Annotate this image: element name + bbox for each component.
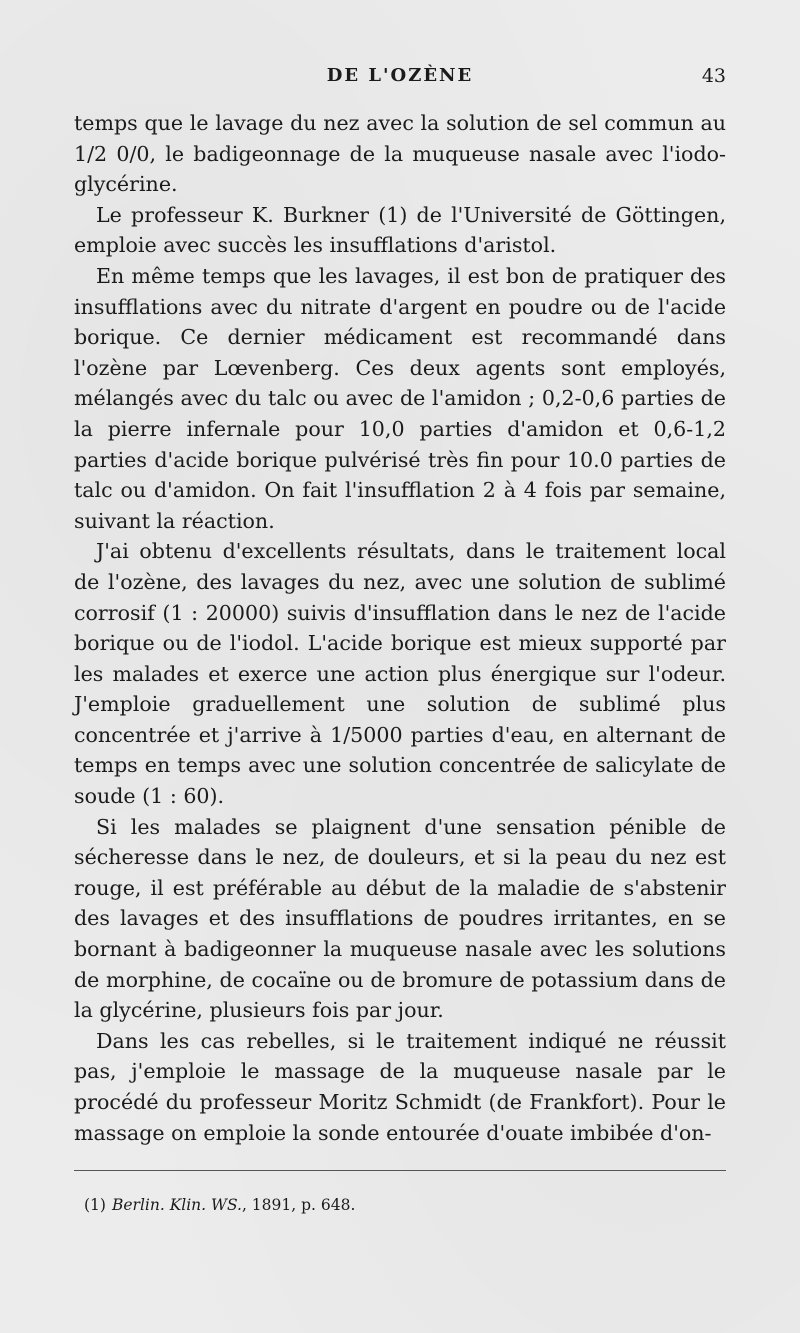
paragraph-continued: temps que le lavage du nez avec la solution de sel commun au 1/2 0/0, le badigeonnage de la muqueuse nasale avec l'iodo-glycérine. [74,111,726,197]
body-text [74,108,726,1148]
paragraph-dryness: Si les malades se plaignent d'une sensation pénible de sécheresse dans le nez, de douleurs, et si la peau du nez est rouge, il est préférable au début de la maladie de s'abstenir des lavages et des insufflations de poudres irritantes, en se bornant à badigeonner la muqueuse nasale avec les solutions de morphine, de cocaïne ou de bromure de potassium dans de la glycérine, plusieurs fois par jour. [74,814,726,1023]
paragraph-massage: Dans les cas rebelles, si le traitement indiqué ne réussit pas, j'emploie le massage de la muqueuse nasale par le procédé du professeur Moritz Schmidt (de Frankfort). Pour le massage on emploie la sonde entourée d'ouate imbibée d'on- [74,1028,726,1145]
running-head [74,62,726,90]
page-number: 43 [701,65,726,87]
footnote [84,1194,724,1216]
running-title: DE L'OZÈNE [326,65,474,86]
footnote-source: Berlin. Klin. WS. [111,1196,242,1214]
paragraph-results: J'ai obtenu d'excellents résultats, dans le traitement local de l'ozène, des lavages du nez, avec une solution de sublimé corrosif (1 : 20000) suivis d'insufflation dans le nez de l'acide borique ou de l'iodol. L'acide borique est mieux supporté par les malades et exerce une action plus énergique sur l'odeur. J'emploie graduellement une solution de sublimé plus concentrée et j'arrive à 1/5000 parties d'eau, en alternant de temps en temps avec une solution concentrée de salicylate de soude (1 : 60). [74,539,726,809]
paragraph-burkner: Le professeur K. Burkner (1) de l'Université de Göttingen, emploie avec succès les insufflations d'aristol. [74,202,726,258]
footnote-number: (1) [84,1196,106,1214]
footnote-divider [74,1170,726,1171]
paragraph-insufflations: En même temps que les lavages, il est bon de pratiquer des insufflations avec du nitrate d'argent en poudre ou de l'acide borique. Ce dernier médicament est recommandé dans l'ozène par Lœvenberg. Ces deux agents sont employés, mélangés avec du talc ou avec de l'amidon ; 0,2-0,6 parties de la pierre infernale pour 10,0 parties d'amidon et 0,6-1,2 parties d'acide borique pulvérisé très fin pour 10.0 parties de talc ou d'amidon. On fait l'insufflation 2 à 4 fois par semaine, suivant la réaction. [74,263,726,533]
footnote-details: , 1891, p. 648. [241,1196,356,1214]
